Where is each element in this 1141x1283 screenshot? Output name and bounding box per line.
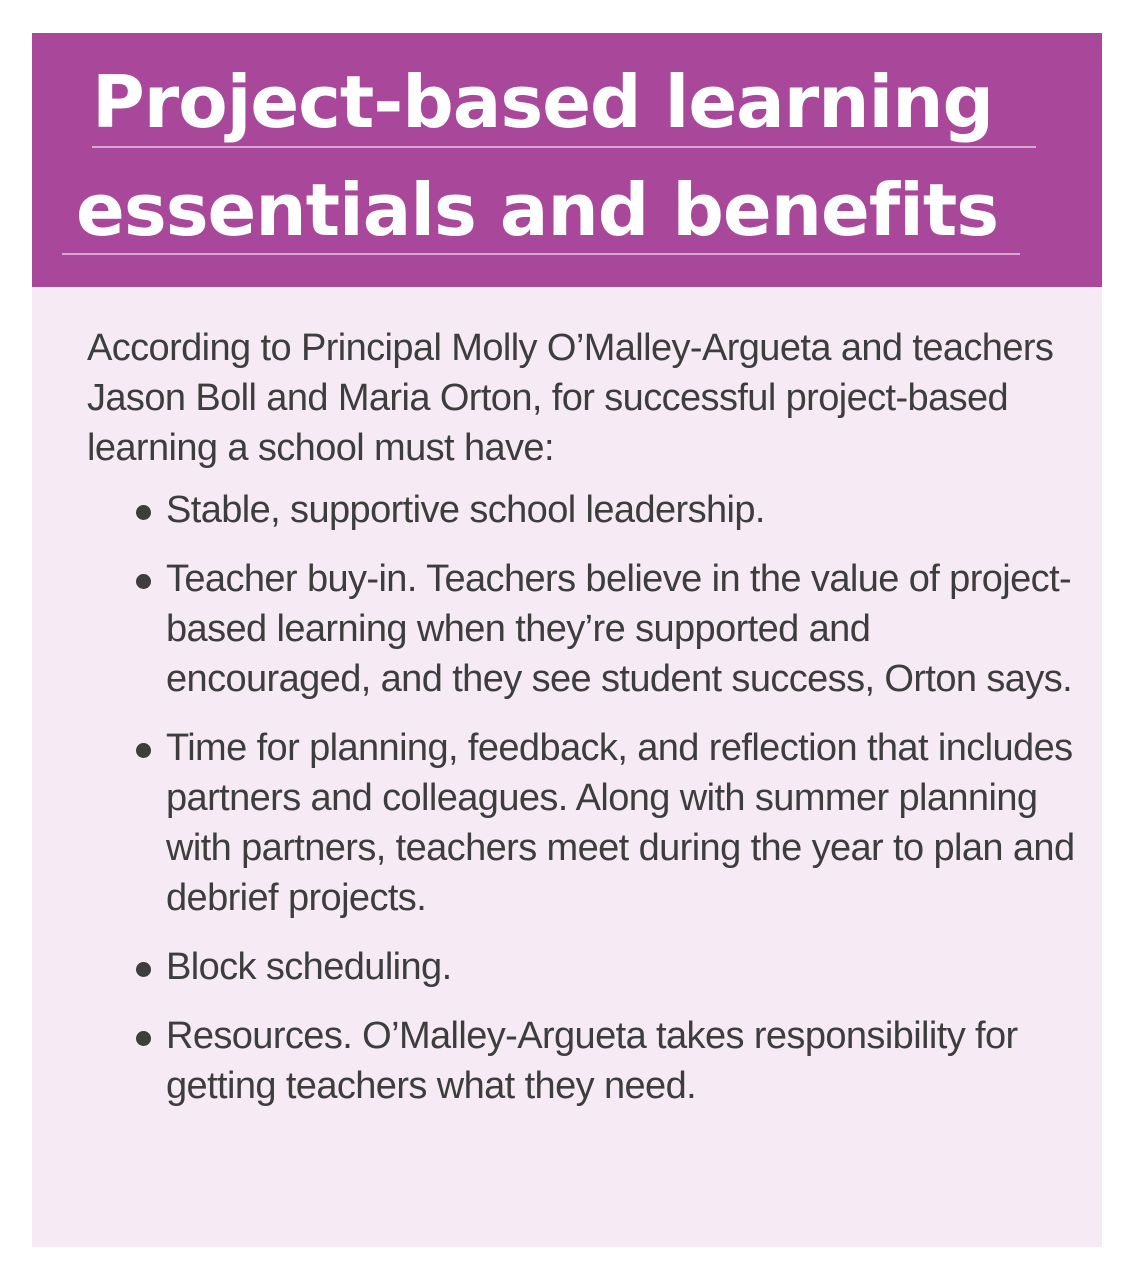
- list-item: [136, 485, 1081, 535]
- title-underline-1: [92, 146, 1036, 148]
- list-item-text: Block scheduling.: [166, 946, 452, 988]
- essentials-list: [136, 485, 1081, 1130]
- sidebar-card: [32, 33, 1102, 1247]
- title-line-1: Project-based learning: [92, 60, 993, 144]
- intro-paragraph: According to Principal Molly O’Malley-Argueta and teachers Jason Boll and Maria Orton, for successful project-based learning a school must have:: [87, 327, 1054, 469]
- bullet-dot-icon: [136, 574, 151, 589]
- list-item: [136, 554, 1081, 704]
- bullet-dot-icon: [136, 1031, 151, 1046]
- list-item-text: Time for planning, feedback, and reflection that includes partners and colleagues. Along with summer planning with partners, teachers meet during the year to plan and debrief projects.: [166, 727, 1075, 919]
- title-banner: [32, 33, 1102, 287]
- bullet-dot-icon: [136, 962, 151, 977]
- title-underline-2: [62, 253, 1020, 255]
- list-item-text: Teacher buy-in. Teachers believe in the value of project-based learning when they’re supported and encouraged, and they see student success, Orton says.: [166, 558, 1073, 700]
- bullet-dot-icon: [136, 505, 151, 520]
- bullet-dot-icon: [136, 743, 151, 758]
- list-item: [136, 1011, 1081, 1111]
- list-item: [136, 942, 1081, 992]
- list-item-text: Stable, supportive school leadership.: [166, 489, 765, 531]
- list-item: [136, 723, 1081, 923]
- title-line-2: essentials and benefits: [76, 168, 999, 252]
- list-item-text: Resources. O’Malley-Argueta takes responsibility for getting teachers what they need.: [166, 1015, 1018, 1107]
